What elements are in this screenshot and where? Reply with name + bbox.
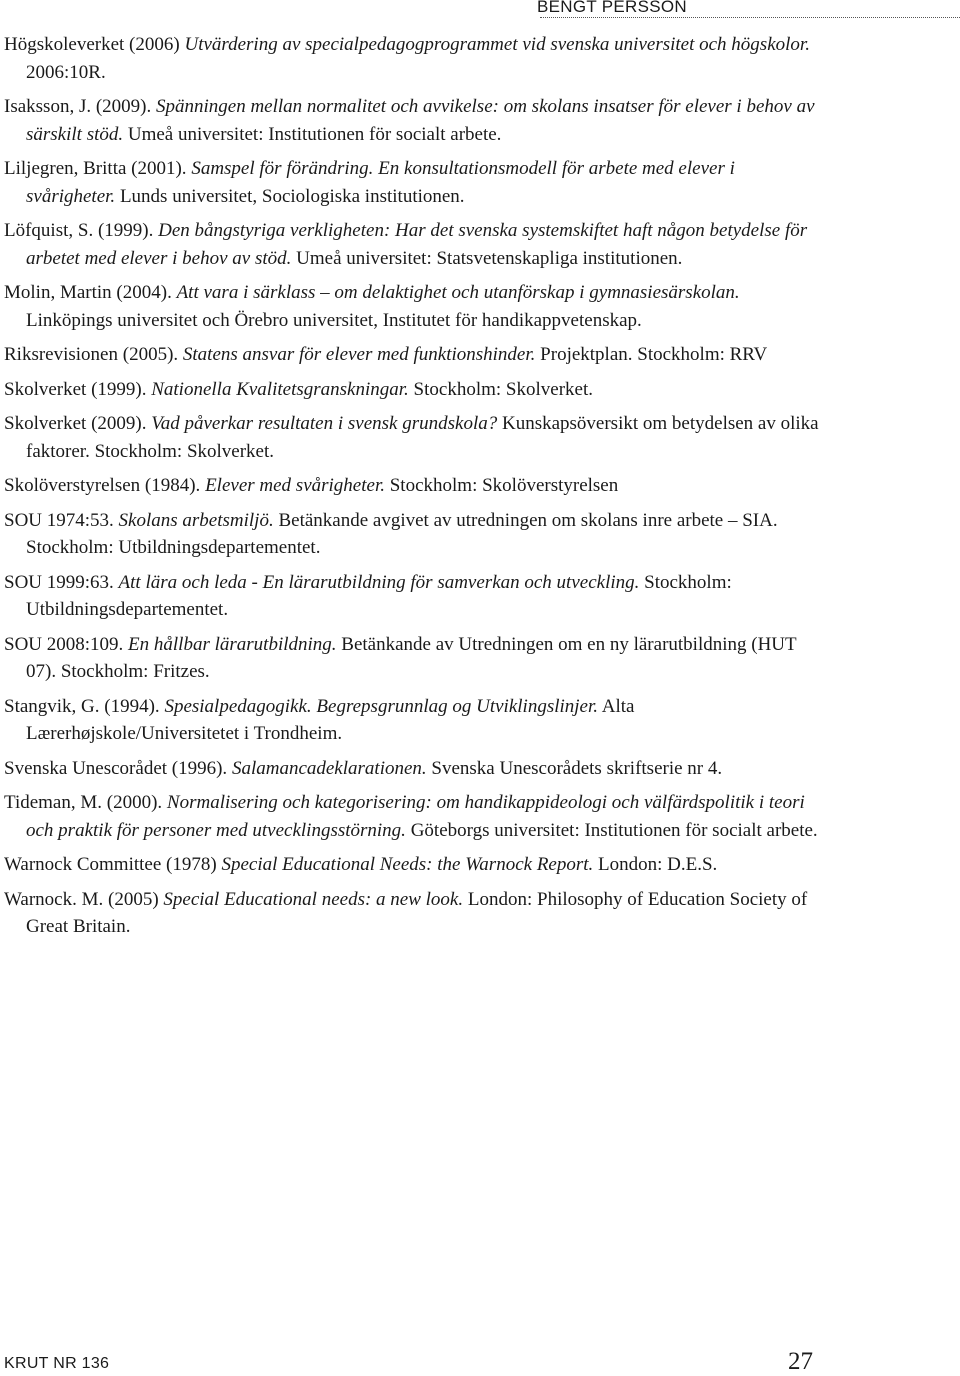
reference-entry [4,279,819,334]
reference-entry [4,376,819,404]
footer-page-number: 27 [788,1348,813,1375]
reference-author-year: Stangvik, G. (1994). [4,695,165,717]
reference-author-year: Isaksson, J. (2009). [4,96,156,117]
header-dotted-rule [540,17,960,18]
reference-entry [4,851,819,879]
reference-publisher: Umeå universitet: Statsvetenskapliga institutionen. [291,247,683,269]
reference-publisher: Göteborgs universitet: Institutionen för socialt arbete. [405,819,818,841]
reference-author-year: Skolverket (1999). [4,378,152,400]
reference-publisher: London: Philosophy of Education Society of Great Britain. [26,888,808,937]
reference-publisher: Umeå universitet: Institutionen för socialt arbete. [123,123,502,145]
reference-title: Nationella Kvalitetsgranskningar. [151,378,409,400]
reference-publisher: Projektplan. Stockholm: RRV [535,344,768,365]
reference-entry [4,93,819,148]
reference-title: Den bångstyriga verkligheten: Har det svenska systemskiftet haft någon betydelse för arbetet med elever i behov av stöd. [26,220,808,269]
reference-title: Utvärdering av specialpedagogprogrammet vid svenska universitet och högskolor. [184,34,810,55]
reference-author-year: Tideman, M. (2000). [4,792,167,813]
reference-author-year: Högskoleverket (2006) [4,34,185,55]
reference-publisher: Kunskapsöversikt om betydelsen av olika faktorer. Stockholm: Skolverket. [26,413,819,462]
reference-publisher: Betänkande avgivet av utredningen om skolans inre arbete – SIA. Stockholm: Utbildningsdepartementet. [26,509,778,558]
reference-title: Samspel för förändring. En konsultationsmodell för arbete med elever i svårigheter. [26,158,735,207]
reference-title: Normalisering och kategorisering: om handikappideologi och välfärdspolitik i teori och praktik för personer med utvecklingsstörning. [26,792,805,841]
reference-author-year: Löfquist, S. (1999). [4,220,159,241]
reference-author-year: Warnock Committee (1978) [4,854,222,875]
reference-title: Skolans arbetsmiljö. [118,509,274,531]
reference-title: Spesialpedagogikk. Begrepsgrunnlag og Utviklingslinjer. [164,695,599,717]
reference-entry [4,789,819,844]
reference-author-year: Warnock. M. (2005) [4,888,164,910]
reference-author-year: Skolverket (2009). [4,413,152,434]
reference-title: Att lära och leda - En lärarutbildning för samverkan och utveckling. [118,571,640,593]
reference-publisher: 2006:10R. [26,61,106,83]
reference-publisher: London: D.E.S. [593,854,718,875]
reference-publisher: Stockholm: Utbildningsdepartementet. [26,571,732,620]
reference-entry [4,472,819,500]
reference-author-year: Riksrevisionen (2005). [4,344,183,365]
reference-publisher: Lunds universitet, Sociologiska institutionen. [115,185,465,207]
reference-author-year: Liljegren, Britta (2001). [4,158,192,179]
reference-author-year: Svenska Unescorådet (1996). [4,757,232,779]
reference-title: En hållbar lärarutbildning. [128,633,337,655]
reference-title: Statens ansvar för elever med funktionshinder. [182,344,536,365]
reference-publisher: Stockholm: Skolöverstyrelsen [384,475,619,496]
reference-entry [4,693,819,748]
reference-entry [4,631,819,686]
reference-title: Att vara i särklass – om delaktighet och utanförskap i gymnasiesärskolan. [176,282,740,303]
reference-publisher: Svenska Unescorådets skriftserie nr 4. [426,757,723,779]
reference-author-year: Skolöverstyrelsen (1984). [4,475,206,496]
reference-title: Salamancadeklarationen. [231,757,427,779]
reference-author-year: SOU 2008:109. [4,633,129,655]
reference-title: Spänningen mellan normalitet och avvikelse: om skolans insatser för elever i behov av särskilt stöd. [26,96,815,145]
footer-journal-issue: KRUT NR 136 [4,1355,110,1372]
reference-title: Elever med svårigheter. [205,475,385,496]
running-header-author: BENGT PERSSON [536,0,687,16]
reference-entry [4,31,819,86]
reference-entry [4,410,819,465]
reference-entry [4,507,819,562]
reference-author-year: SOU 1999:63. [4,571,119,593]
reference-entry [4,217,819,272]
reference-entry [4,755,819,783]
reference-publisher: Linköpings universitet och Örebro universitet, Institutet för handikappvetenskap. [26,309,642,331]
page-header [0,0,960,18]
reference-author-year: Molin, Martin (2004). [4,282,177,303]
reference-entry [4,155,819,210]
reference-publisher: Stockholm: Skolverket. [408,378,593,400]
reference-title: Special Educational Needs: the Warnock Report. [221,854,594,875]
reference-entry [4,341,819,369]
reference-title: Special Educational needs: a new look. [163,888,464,910]
reference-title: Vad påverkar resultaten i svensk grundskola? [151,413,498,434]
reference-publisher: Alta Lærerhøjskole/Universitetet i Trondheim. [26,695,635,744]
reference-list [4,31,819,948]
reference-entry [4,569,819,624]
reference-entry [4,886,819,941]
reference-author-year: SOU 1974:53. [4,509,119,531]
reference-publisher: Betänkande av Utredningen om en ny lärarutbildning (HUT 07). Stockholm: Fritzes. [26,633,797,682]
